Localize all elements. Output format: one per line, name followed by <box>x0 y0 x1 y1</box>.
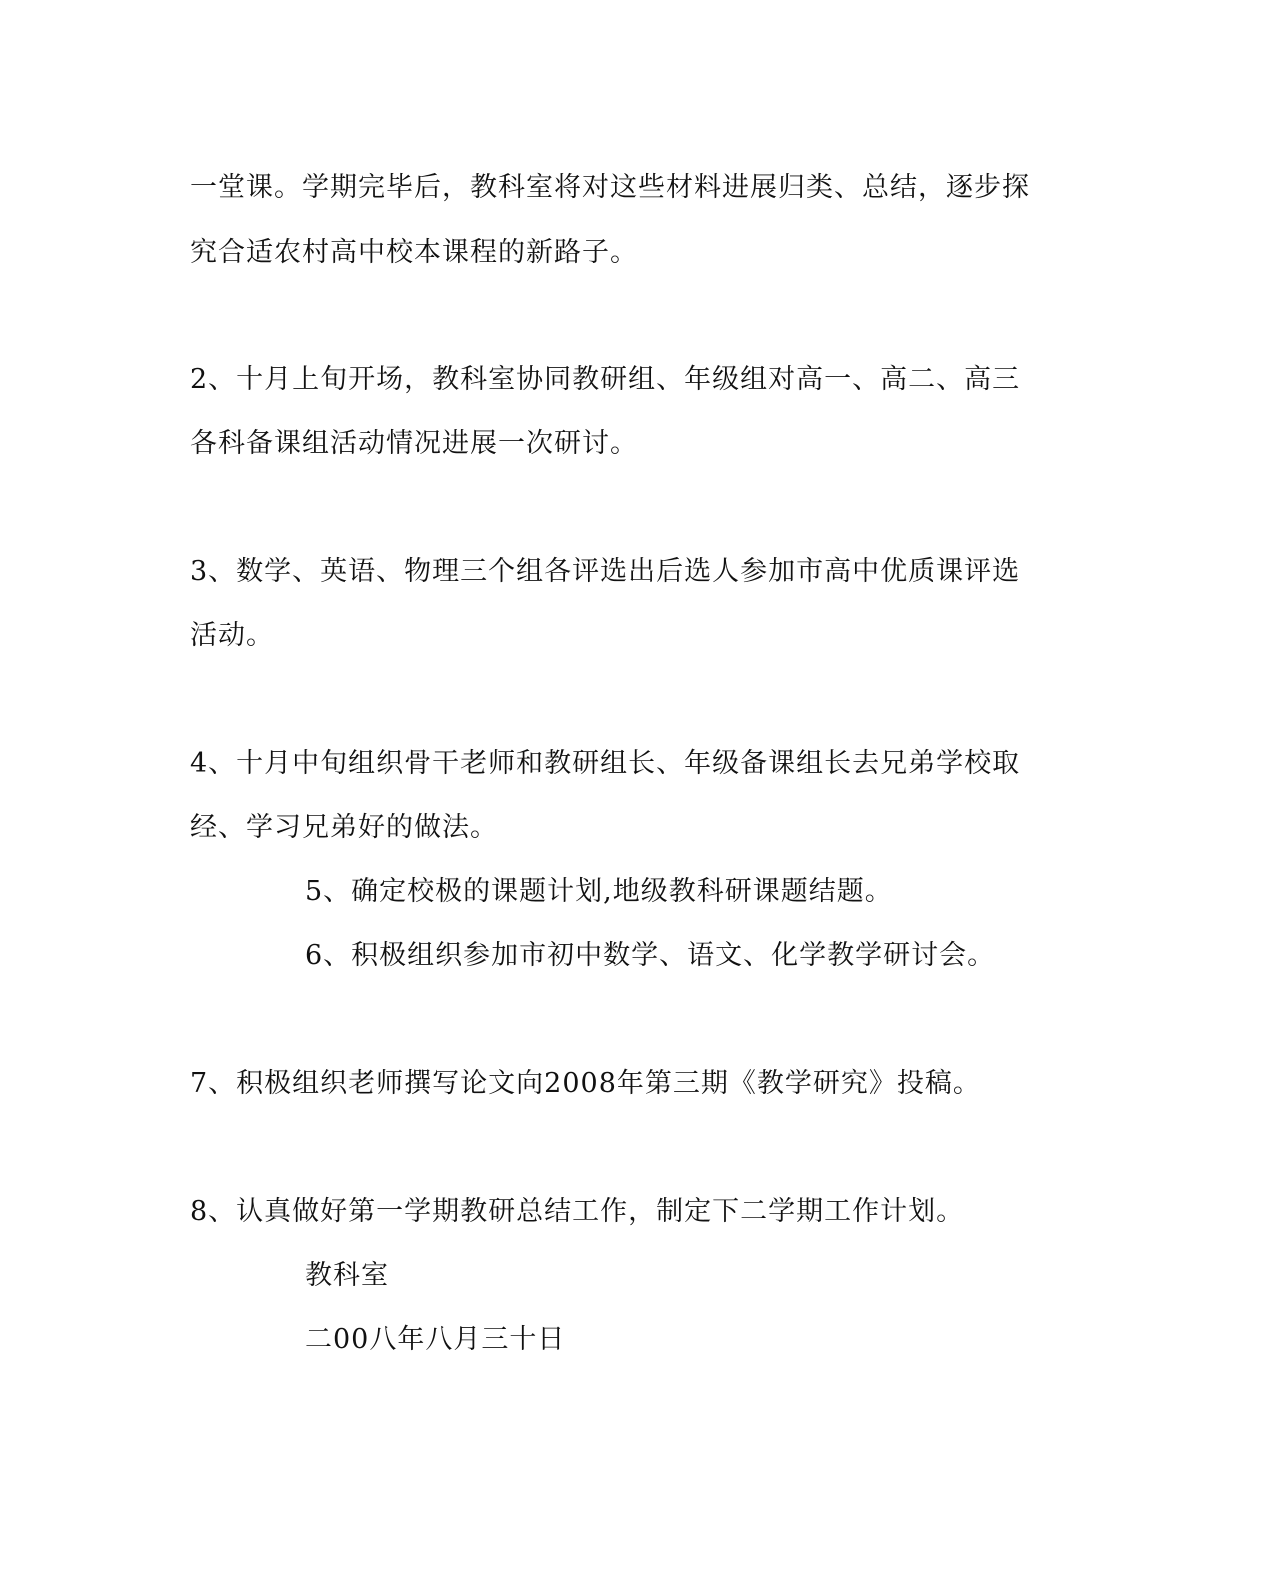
item-3-line-2: 活动。 <box>190 620 274 651</box>
item-5: 5、确定校极的课题计划,地级教科研课题结题。 <box>305 876 893 907</box>
item-4-line-1: 4、十月中旬组织骨干老师和教研组长、年级备课组长去兄弟学校取 <box>190 748 1021 779</box>
item-2-line-2: 各科备课组活动情况进展一次研讨。 <box>190 428 638 459</box>
item-4-line-2: 经、学习兄弟好的做法。 <box>190 812 498 843</box>
item-3-line-1: 3、数学、英语、物理三个组各评选出后选人参加市高中优质课评选 <box>190 556 1021 587</box>
item-2-line-1: 2、十月上旬开场，教科室协同教研组、年级组对高一、高二、高三 <box>190 364 1021 395</box>
item-7: 7、积极组织老师撰写论文向2008年第三期《教学研究》投稿。 <box>190 1068 981 1099</box>
paragraph-1-line-2: 究合适农村高中校本课程的新路子。 <box>190 237 638 268</box>
paragraph-1-line-1: 一堂课。学期完毕后，教科室将对这些材料进展归类、总结，逐步探 <box>190 172 1030 203</box>
signature-office: 教科室 <box>305 1260 389 1291</box>
signature-date: 二00八年八月三十日 <box>305 1324 566 1355</box>
item-8: 8、认真做好第一学期教研总结工作，制定下二学期工作计划。 <box>190 1196 965 1227</box>
item-6: 6、积极组织参加市初中数学、语文、化学教学研讨会。 <box>305 940 996 971</box>
